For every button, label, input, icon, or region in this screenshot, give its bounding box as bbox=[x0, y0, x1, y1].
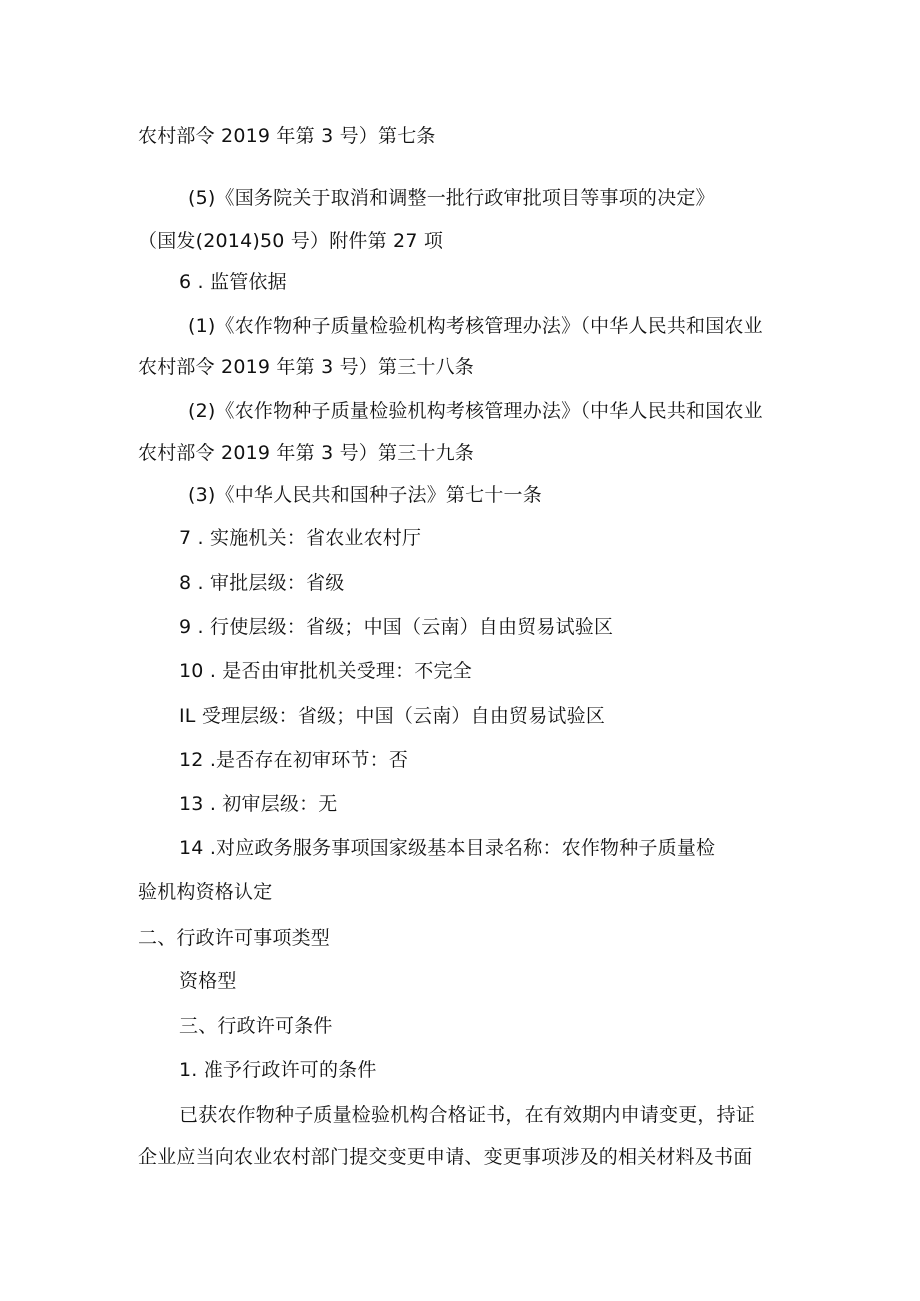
text-line: 13 . 初审层级：无 bbox=[179, 793, 338, 815]
text-line: 农村部令 2019 年第 3 号）第三十八条 bbox=[138, 356, 475, 378]
text-line: （国发(2014)50 号）附件第 27 项 bbox=[138, 230, 444, 252]
text-line: IL 受理层级：省级；中国（云南）自由贸易试验区 bbox=[179, 705, 606, 727]
paragraph-line: 企业应当向农业农村部门提交变更申请、变更事项涉及的相关材料及书面 bbox=[138, 1146, 753, 1168]
text-line: (2)《农作物种子质量检验机构考核管理办法》（中华人民共和国农业 bbox=[188, 400, 763, 422]
text-line: (5)《国务院关于取消和调整一批行政审批项目等事项的决定》 bbox=[188, 187, 715, 209]
text-line: 资格型 bbox=[179, 970, 237, 992]
text-line: 验机构资格认定 bbox=[138, 881, 273, 903]
text-line: (1)《农作物种子质量检验机构考核管理办法》（中华人民共和国农业 bbox=[188, 315, 763, 337]
text-line: 9 . 行使层级：省级；中国（云南）自由贸易试验区 bbox=[179, 616, 614, 638]
section-heading: 二、行政许可事项类型 bbox=[138, 927, 331, 949]
text-line: 1. 准予行政许可的条件 bbox=[179, 1059, 377, 1081]
paragraph-line: 已获农作物种子质量检验机构合格证书，在有效期内申请变更，持证 bbox=[179, 1104, 756, 1126]
section-heading: 6 . 监管依据 bbox=[179, 271, 287, 293]
text-line: (3)《中华人民共和国种子法》第七十一条 bbox=[188, 484, 542, 506]
text-line: 10 . 是否由审批机关受理：不完全 bbox=[179, 660, 472, 682]
text-line: 农村部令 2019 年第 3 号）第三十九条 bbox=[138, 442, 475, 464]
text-line: 7 . 实施机关：省农业农村厅 bbox=[179, 527, 422, 549]
text-line: 12 .是否存在初审环节：否 bbox=[179, 749, 409, 771]
text-line: 14 .对应政务服务事项国家级基本目录名称：农作物种子质量检 bbox=[179, 837, 716, 859]
text-line: 8 . 审批层级：省级 bbox=[179, 572, 345, 594]
section-heading: 三、行政许可条件 bbox=[179, 1015, 333, 1037]
text-line: 农村部令 2019 年第 3 号）第七条 bbox=[138, 125, 436, 147]
